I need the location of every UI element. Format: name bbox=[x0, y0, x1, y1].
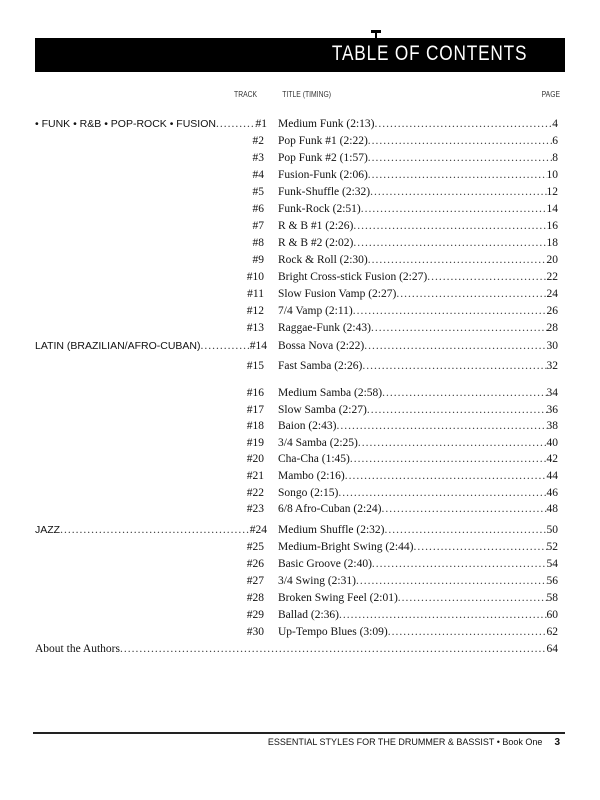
entry-page: 26 bbox=[546, 305, 558, 317]
dot-leader bbox=[364, 338, 546, 355]
dot-leader bbox=[60, 522, 250, 539]
entry-title: Rock & Roll (2:30) bbox=[278, 254, 368, 266]
entry-page: 56 bbox=[546, 575, 558, 587]
category-heading bbox=[35, 338, 267, 355]
track-number: #21 bbox=[246, 470, 264, 482]
entry-title: Raggae-Funk (2:43) bbox=[278, 322, 371, 334]
track-number: #19 bbox=[246, 436, 264, 449]
track-number: #8 bbox=[252, 237, 264, 249]
toc-row[interactable] bbox=[0, 184, 600, 201]
track-number: #1 bbox=[255, 118, 267, 130]
column-header-title: TITLE (TIMING) bbox=[282, 90, 332, 99]
entry-title: 6/8 Afro-Cuban (2:24) bbox=[278, 503, 382, 516]
dot-leader bbox=[216, 116, 256, 133]
track-number: #17 bbox=[246, 403, 264, 416]
toc-row[interactable] bbox=[0, 286, 600, 303]
toc-row[interactable] bbox=[0, 116, 600, 133]
entry-page: 30 bbox=[546, 340, 558, 352]
track-number: #27 bbox=[246, 575, 264, 587]
entry-title: Fusion-Funk (2:06) bbox=[278, 169, 368, 181]
category-label: • FUNK • R&B • POP-ROCK • FUSION bbox=[35, 118, 216, 130]
track-number: #13 bbox=[246, 322, 264, 334]
track-number: #5 bbox=[252, 186, 264, 198]
dot-leader bbox=[374, 116, 552, 133]
category-heading bbox=[35, 116, 267, 133]
entry-page: 32 bbox=[546, 360, 558, 372]
entry-page: 14 bbox=[546, 203, 558, 215]
entry-page: 50 bbox=[546, 524, 558, 536]
dot-leader bbox=[361, 201, 547, 218]
dot-leader bbox=[362, 358, 546, 375]
entry-page: 8 bbox=[552, 152, 558, 164]
dot-leader bbox=[368, 133, 552, 150]
toc-row[interactable] bbox=[0, 269, 600, 286]
dot-leader bbox=[382, 385, 546, 402]
entry-page: 22 bbox=[546, 271, 558, 283]
entry-page: 20 bbox=[546, 254, 558, 266]
dot-leader bbox=[398, 590, 547, 607]
track-number: #29 bbox=[246, 609, 264, 621]
category-heading bbox=[35, 522, 267, 539]
dot-leader bbox=[372, 556, 547, 573]
entry-page: 4 bbox=[552, 118, 558, 130]
entry-title: Baion (2:43) bbox=[278, 420, 337, 433]
toc-row[interactable] bbox=[0, 556, 600, 573]
title-banner bbox=[35, 38, 565, 72]
category-label: LATIN (BRAZILIAN/AFRO-CUBAN) bbox=[35, 340, 201, 352]
track-number: #11 bbox=[247, 288, 264, 300]
about-title: About the Authors bbox=[35, 643, 120, 655]
track-number: #10 bbox=[246, 271, 264, 283]
entry-page: 24 bbox=[546, 288, 558, 300]
dot-leader bbox=[358, 435, 547, 452]
toc-row[interactable] bbox=[0, 573, 600, 590]
toc-row[interactable] bbox=[0, 468, 600, 485]
toc-row-about[interactable] bbox=[0, 641, 600, 658]
entry-title: Bright Cross-stick Fusion (2:27) bbox=[278, 271, 428, 283]
entry-page: 48 bbox=[546, 503, 558, 516]
entry-title: Slow Fusion Vamp (2:27) bbox=[278, 288, 397, 300]
toc-row[interactable] bbox=[0, 451, 600, 468]
track-number: #25 bbox=[246, 541, 264, 553]
entry-page: 58 bbox=[546, 592, 558, 604]
track-number: #18 bbox=[246, 420, 264, 433]
column-header-track: TRACK bbox=[234, 90, 258, 99]
entry-page: 42 bbox=[546, 453, 558, 466]
entry-title: Medium Shuffle (2:32) bbox=[278, 524, 385, 536]
dot-leader bbox=[370, 184, 546, 201]
dot-leader bbox=[356, 573, 547, 590]
page-title: TABLE OF CONTENTS bbox=[331, 42, 527, 65]
dot-leader bbox=[396, 286, 546, 303]
entry-title: Songo (2:15) bbox=[278, 486, 339, 499]
track-number: #26 bbox=[246, 558, 264, 570]
track-number: #15 bbox=[246, 360, 264, 372]
track-number: #16 bbox=[246, 387, 264, 399]
toc-row[interactable] bbox=[0, 338, 600, 355]
footer-rule bbox=[33, 732, 565, 734]
toc-row[interactable] bbox=[0, 418, 600, 435]
entry-page: 34 bbox=[546, 387, 558, 399]
track-number: #3 bbox=[252, 152, 264, 164]
entry-title: Pop Funk #2 (1:57) bbox=[278, 152, 368, 164]
track-number: #23 bbox=[246, 503, 264, 516]
dot-leader bbox=[388, 624, 547, 641]
dot-leader bbox=[368, 150, 552, 167]
entry-page: 12 bbox=[546, 186, 558, 198]
dot-leader bbox=[350, 451, 547, 468]
toc-row[interactable] bbox=[0, 590, 600, 607]
entry-title: Basic Groove (2:40) bbox=[278, 558, 372, 570]
entry-title: Ballad (2:36) bbox=[278, 609, 339, 621]
entry-title: Bossa Nova (2:22) bbox=[278, 340, 365, 352]
entry-title: Fast Samba (2:26) bbox=[278, 360, 363, 372]
toc-row[interactable] bbox=[0, 624, 600, 641]
toc-row[interactable] bbox=[0, 167, 600, 184]
dot-leader bbox=[336, 418, 546, 435]
dot-leader bbox=[353, 218, 546, 235]
dot-leader bbox=[338, 485, 546, 502]
entry-page: 10 bbox=[546, 169, 558, 181]
dot-leader bbox=[120, 641, 547, 658]
toc-row[interactable] bbox=[0, 218, 600, 235]
toc-row[interactable] bbox=[0, 485, 600, 502]
entry-title: Pop Funk #1 (2:22) bbox=[278, 135, 368, 147]
entry-title: Medium Funk (2:13) bbox=[278, 118, 375, 130]
toc-row[interactable] bbox=[0, 201, 600, 218]
dot-leader bbox=[384, 522, 546, 539]
entry-title: 3/4 Samba (2:25) bbox=[278, 436, 358, 449]
entry-title: 7/4 Vamp (2:11) bbox=[278, 305, 353, 317]
toc-row[interactable] bbox=[0, 358, 600, 375]
dot-leader bbox=[368, 252, 547, 269]
toc-row[interactable] bbox=[0, 539, 600, 556]
entry-page: 52 bbox=[546, 541, 558, 553]
toc-row[interactable] bbox=[0, 501, 600, 518]
track-number: #24 bbox=[249, 524, 267, 536]
track-number: #9 bbox=[252, 254, 264, 266]
toc-row[interactable] bbox=[0, 385, 600, 402]
dot-leader bbox=[381, 501, 546, 518]
toc-row[interactable] bbox=[0, 235, 600, 252]
toc-row[interactable] bbox=[0, 522, 600, 539]
entry-title: Cha-Cha (1:45) bbox=[278, 453, 350, 466]
title-initial-decoration-stem bbox=[375, 30, 377, 40]
column-header-page: PAGE bbox=[541, 90, 561, 99]
toc-row[interactable] bbox=[0, 320, 600, 337]
dot-leader bbox=[339, 607, 547, 624]
toc-row[interactable] bbox=[0, 303, 600, 320]
entry-page: 38 bbox=[546, 420, 558, 433]
toc-row[interactable] bbox=[0, 402, 600, 419]
toc-row[interactable] bbox=[0, 150, 600, 167]
entry-title: Medium-Bright Swing (2:44) bbox=[278, 541, 414, 553]
track-number: #2 bbox=[252, 135, 264, 147]
entry-title: Funk-Rock (2:51) bbox=[278, 203, 361, 215]
track-number: #28 bbox=[246, 592, 264, 604]
dot-leader bbox=[367, 402, 547, 419]
track-number: #20 bbox=[246, 453, 264, 466]
entry-title: R & B #1 (2:26) bbox=[278, 220, 354, 232]
track-number: #14 bbox=[249, 340, 267, 352]
entry-page: 40 bbox=[546, 436, 558, 449]
entry-title: R & B #2 (2:02) bbox=[278, 237, 354, 249]
entry-title: Medium Samba (2:58) bbox=[278, 387, 383, 399]
entry-page: 6 bbox=[552, 135, 558, 147]
track-number: #22 bbox=[246, 486, 264, 499]
entry-page: 44 bbox=[546, 470, 558, 482]
dot-leader bbox=[353, 303, 547, 320]
dot-leader bbox=[368, 167, 547, 184]
entry-title: Up-Tempo Blues (3:09) bbox=[278, 626, 388, 638]
entry-title: Broken Swing Feel (2:01) bbox=[278, 592, 398, 604]
page-number: 3 bbox=[554, 737, 560, 748]
entry-page: 16 bbox=[546, 220, 558, 232]
entry-page: 54 bbox=[546, 558, 558, 570]
toc-row[interactable] bbox=[0, 607, 600, 624]
dot-leader bbox=[201, 338, 250, 355]
category-label: JAZZ bbox=[35, 524, 61, 536]
footer bbox=[268, 737, 560, 748]
dot-leader bbox=[413, 539, 546, 556]
dot-leader bbox=[427, 269, 546, 286]
entry-page: 60 bbox=[546, 609, 558, 621]
entry-page: 46 bbox=[546, 486, 558, 499]
footer-text: ESSENTIAL STYLES FOR THE DRUMMER & BASSIST • Book One bbox=[267, 737, 543, 747]
entry-page: 28 bbox=[546, 322, 558, 334]
entry-title: Mambo (2:16) bbox=[278, 470, 345, 482]
entry-page: 62 bbox=[546, 626, 558, 638]
entry-title: Slow Samba (2:27) bbox=[278, 403, 367, 416]
toc-row[interactable] bbox=[0, 133, 600, 150]
dot-leader bbox=[345, 468, 547, 485]
track-number: #4 bbox=[252, 169, 264, 181]
about-page: 64 bbox=[546, 643, 558, 655]
dot-leader bbox=[371, 320, 547, 337]
entry-title: 3/4 Swing (2:31) bbox=[278, 575, 356, 587]
entry-page: 36 bbox=[546, 403, 558, 416]
entry-title: Funk-Shuffle (2:32) bbox=[278, 186, 371, 198]
dot-leader bbox=[353, 235, 546, 252]
toc-row[interactable] bbox=[0, 435, 600, 452]
track-number: #30 bbox=[246, 626, 264, 638]
entry-page: 18 bbox=[546, 237, 558, 249]
track-number: #7 bbox=[252, 220, 264, 232]
track-number: #12 bbox=[246, 305, 264, 317]
track-number: #6 bbox=[252, 203, 264, 215]
toc-row[interactable] bbox=[0, 252, 600, 269]
